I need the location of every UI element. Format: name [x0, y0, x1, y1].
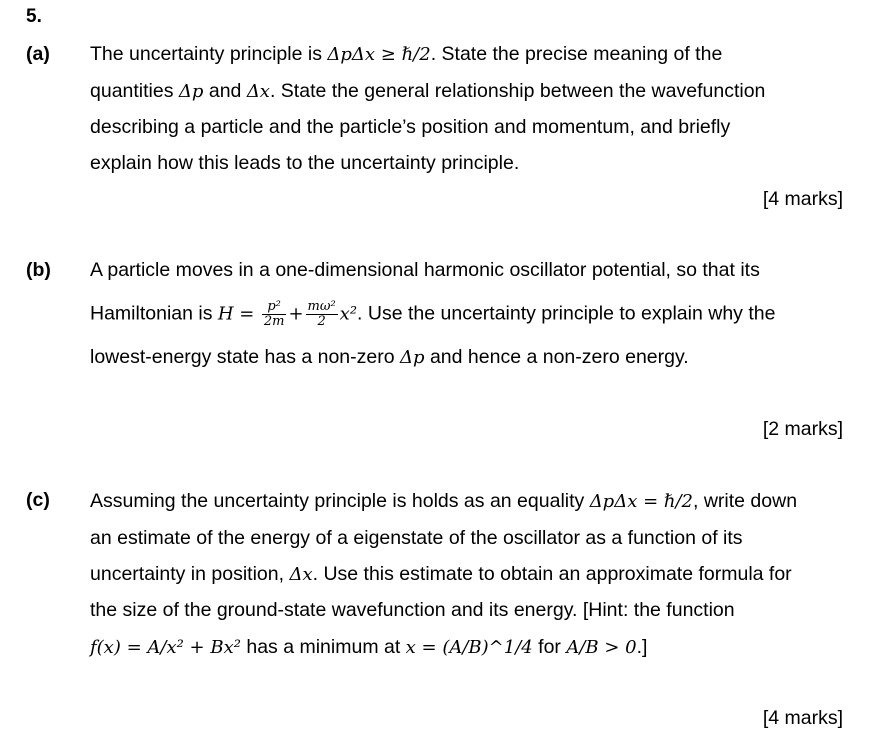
- text: Assuming the uncertainty principle is holds as an equality: [90, 490, 590, 512]
- fraction-kinetic: [262, 300, 287, 329]
- text: . Use this estimate to obtain an approximate formula for: [312, 563, 792, 585]
- part-a-label: (a): [26, 43, 50, 65]
- plus-sign: +: [288, 303, 304, 325]
- part-a-line-1: [90, 42, 722, 67]
- part-c-line-3: [90, 562, 792, 587]
- math-x-squared: x²: [339, 303, 358, 325]
- text: , write down: [693, 490, 798, 512]
- fraction-numerator: mω²: [307, 299, 336, 314]
- part-c-line-4: the size of the ground-state wavefunction and its energy. [Hint: the function: [90, 599, 735, 621]
- part-a-line-4: explain how this leads to the uncertainty principle.: [90, 152, 520, 174]
- math-function: f(x) = A/x² + Bx²: [90, 637, 241, 658]
- part-c-line-1: [90, 489, 797, 514]
- text: quantities: [90, 80, 179, 102]
- part-b-line-1: A particle moves in a one-dimensional harmonic oscillator potential, so that its: [90, 259, 760, 281]
- fraction-numerator: p²: [262, 300, 287, 315]
- text: . State the precise meaning of the: [430, 43, 723, 65]
- math-delta-p: Δp: [400, 347, 425, 368]
- math-uncertainty-equality: ΔpΔx = ℏ/2: [589, 491, 693, 512]
- part-c-label: (c): [26, 489, 50, 511]
- text: .]: [636, 636, 648, 658]
- math-condition: A/B > 0: [566, 637, 637, 658]
- fraction-potential: [306, 300, 338, 329]
- text: and hence a non-zero energy.: [424, 346, 689, 368]
- text: The uncertainty principle is: [90, 43, 328, 65]
- text: Hamiltonian is: [90, 302, 218, 325]
- math-uncertainty: ΔpΔx ≥ ℏ/2: [327, 44, 431, 65]
- text: for: [532, 636, 567, 658]
- text: . State the general relationship between the wavefunction: [269, 80, 766, 102]
- part-a-line-3: describing a particle and the particle’s position and momentum, and briefly: [90, 116, 731, 138]
- part-b-label: (b): [26, 259, 51, 281]
- part-a-line-2: [90, 79, 765, 104]
- question-number: 5.: [26, 6, 42, 27]
- part-c-line-5: [90, 635, 647, 660]
- text: has a minimum at: [240, 636, 406, 658]
- math-hamiltonian-lhs: H =: [217, 303, 255, 325]
- part-b-line-2: [90, 300, 775, 329]
- math-delta-p: Δp: [178, 81, 204, 102]
- math-delta-x: Δx: [246, 81, 270, 102]
- text: lowest-energy state has a non-zero: [90, 346, 401, 368]
- part-a-marks: [4 marks]: [762, 188, 843, 210]
- math-minimum: x = (A/B)^1/4: [405, 637, 533, 658]
- math-delta-x: Δx: [289, 564, 313, 585]
- part-c-marks: [4 marks]: [762, 707, 843, 729]
- fraction-denominator: 2: [317, 314, 326, 329]
- part-c-line-2: an estimate of the energy of a eigenstate of the oscillator as a function of its: [90, 527, 743, 549]
- text: uncertainty in position,: [90, 563, 290, 585]
- text: and: [203, 80, 247, 102]
- part-b-line-3: [90, 345, 689, 370]
- part-b-marks: [2 marks]: [762, 418, 843, 440]
- fraction-denominator: 2m: [263, 314, 285, 329]
- text: . Use the uncertainty principle to explain why the: [357, 302, 776, 325]
